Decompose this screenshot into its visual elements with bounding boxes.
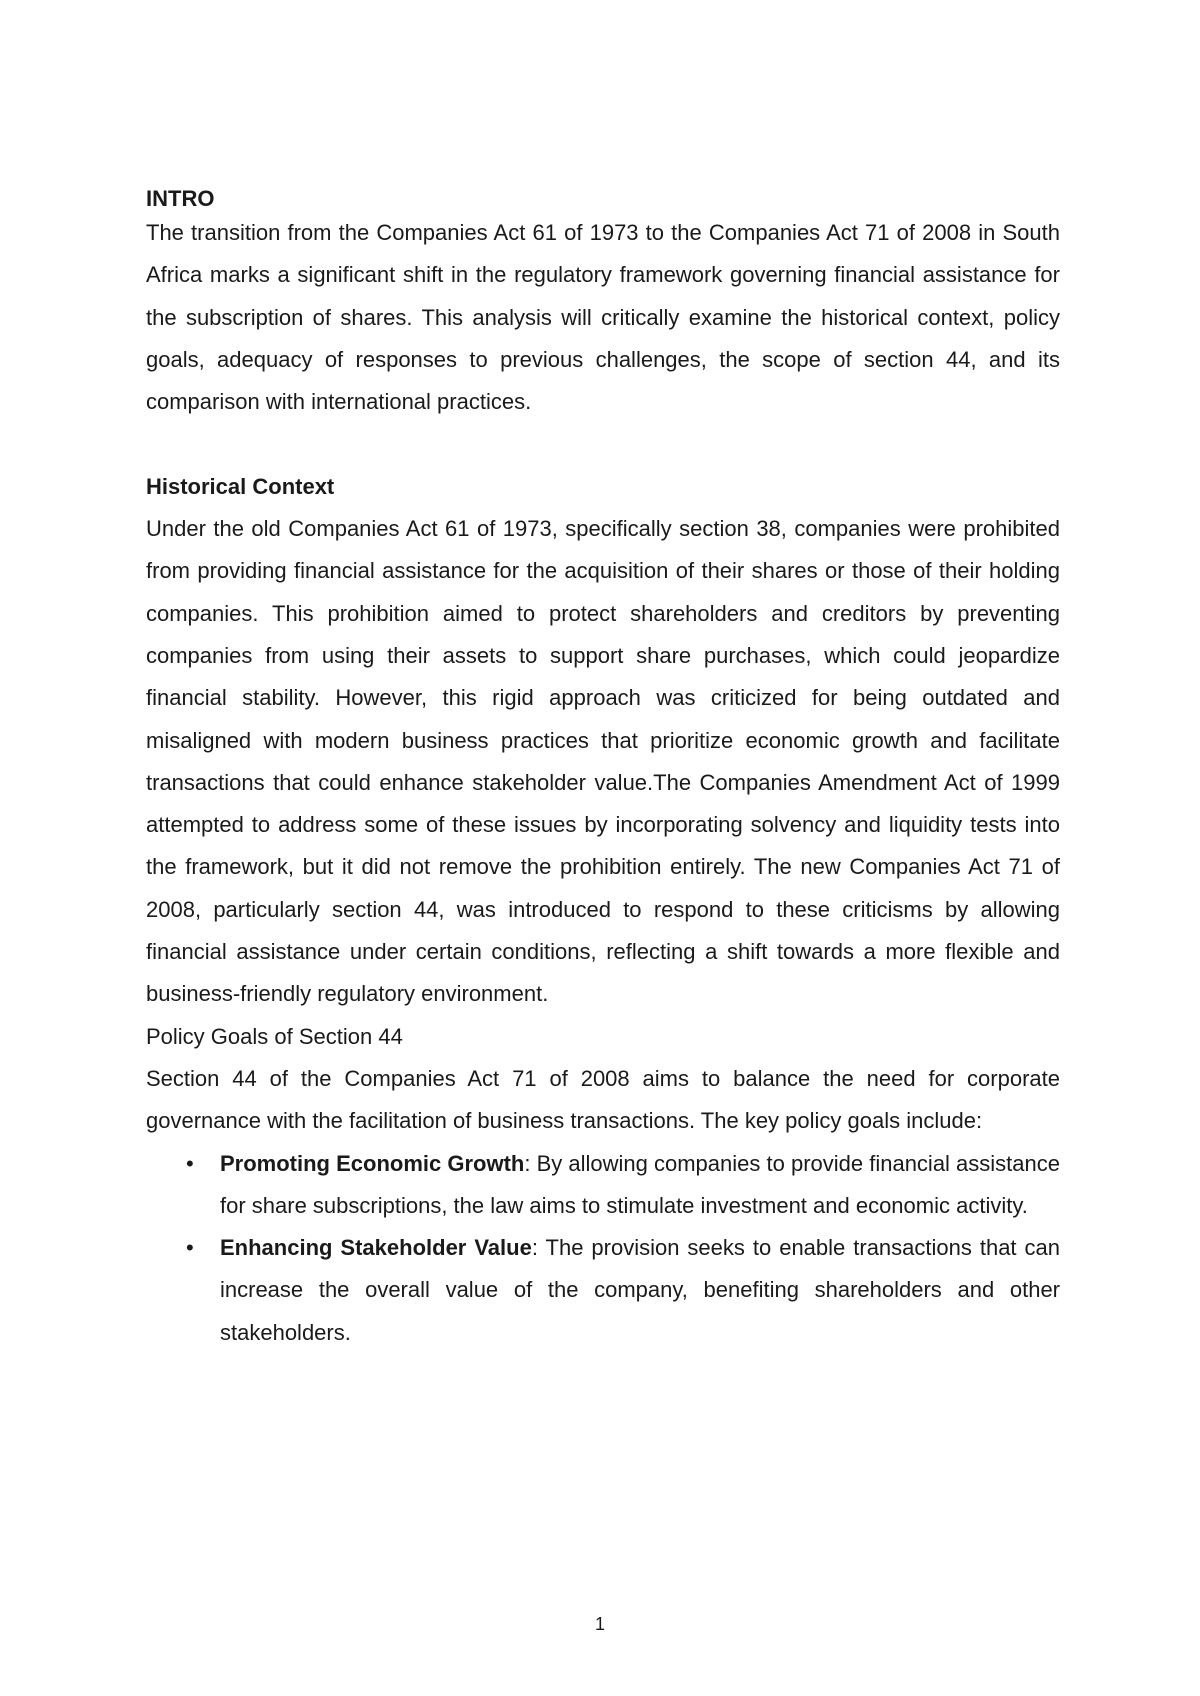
historical-context-paragraph: Under the old Companies Act 61 of 1973, specifically section 38, companies were prohibited from providing financial assistance for the acquisition of their shares or those of their holding companies. This prohibition aimed to protect shareholders and creditors by preventing companies from using their assets to support share purchases, which could jeopardize financial stability. However, this rigid approach was criticized for being outdated and misaligned with modern business practices that prioritize economic growth and facilitate transactions that could enhance stakeholder value.The Companies Amendment Act of 1999 attempted to address some of these issues by incorporating solvency and liquidity tests into the framework, but it did not remove the prohibition entirely. The new Companies Act 71 of 2008, particularly section 44, was introduced to respond to these criticisms by allowing financial assistance under certain conditions, reflecting a shift towards a more flexible and business-friendly regulatory environment. <box>146 516 1060 1007</box>
list-item <box>146 1227 1060 1354</box>
intro-paragraph: The transition from the Companies Act 61 of 1973 to the Companies Act 71 of 2008 in South Africa marks a significant shift in the regulatory framework governing financial assistance for the subscription of shares. This analysis will critically examine the historical context, policy goals, adequacy of responses to previous challenges, the scope of section 44, and its comparison with international practices. <box>146 220 1060 415</box>
bullet-icon: • <box>186 1150 194 1176</box>
historical-context-heading: Historical Context <box>146 473 335 499</box>
policy-goals-list <box>146 1143 1060 1354</box>
list-item-text: : By allowing companies to provide financial assistance for share subscriptions, the law aims to stimulate investment and economic activity. <box>220 1150 1060 1218</box>
bullet-icon: • <box>186 1235 194 1261</box>
list-item-text: : The provision seeks to enable transactions that can increase the overall value of the company, benefiting shareholders and other stakeholders. <box>220 1235 1060 1345</box>
document-body <box>146 186 1060 1354</box>
policy-goals-heading: Policy Goals of Section 44 <box>146 1023 403 1049</box>
policy-goals-paragraph: Section 44 of the Companies Act 71 of 2008 aims to balance the need for corporate governance with the facilitation of business transactions. The key policy goals include: <box>146 1065 1060 1134</box>
list-item <box>146 1143 1060 1228</box>
list-item-term: Enhancing Stakeholder Value <box>220 1235 532 1261</box>
list-item-term: Promoting Economic Growth <box>220 1150 525 1176</box>
intro-heading: INTRO <box>146 186 215 211</box>
page-number: 1 <box>594 1614 605 1634</box>
